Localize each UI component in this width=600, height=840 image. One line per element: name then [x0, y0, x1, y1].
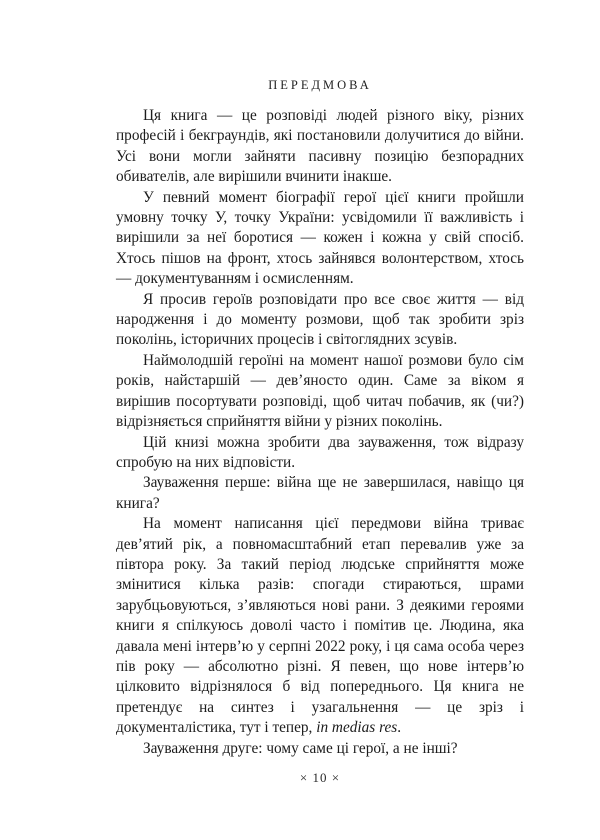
paragraph [116, 739, 524, 759]
page-content [116, 0, 524, 759]
text-segment: Зауваження перше: війна ще не завершилася, навіщо ця книга? [116, 474, 524, 512]
text-segment: На момент написання цієї передмови війна триває дев’ятий рік, а повномасштабний етап перевалив уже за півтора року. За такий період людське сприйняття може змінитися кілька разів: спогади стираються, шрами зарубцьовуються, з’являються нові рани. З деякими героями книги я спілкуюсь доволі часто і помітив це. Людина, яка давала мені інтерв’ю у серпні 2022 року, і ця сама особа через пів року — абсолютно різні. Я певен, що нове інтерв’ю цілковито відрізнялося б від попереднього. Ця книга не претендує на синтез і узагальнення — це зріз і документалістика, тут і тепер, [116, 515, 524, 737]
text-segment: У певний момент біографії герої цієї книги пройшли умовну точку У, точку України: усвідомили її важливість і вирішили за неї боротися — кожен і кожна у свій спосіб. Хтось пішов на фронт, хтось зайнявся волонтерством, хтось — документуванням і осмисленням. [116, 188, 524, 288]
paragraph [116, 188, 524, 290]
paragraph [116, 473, 524, 514]
text-segment: Я просив героїв розповідати про все своє життя — від народження і до моменту розмови, щоб так зробити зріз поколінь, історичних процесів і світоглядних зсувів. [116, 290, 524, 349]
text-segment: Наймолодшій героїні на момент нашої розмови було сім років, найстаршій — дев’яносто один. Саме за віком я вирішив посортувати розповіді, щоб читач побачив, як (чи?) відрізняється сприйняття війни у різних поколінь. [116, 351, 524, 431]
text-segment: Цій книзі можна зробити два зауваження, тож відразу спробую на них відповісти. [116, 433, 524, 471]
text-segment: . [397, 719, 402, 737]
chapter-title: ПЕРЕДМОВА [268, 78, 372, 92]
text-segment: Зауваження друге: чому саме ці герої, а не інші? [143, 739, 458, 757]
paragraph [116, 433, 524, 474]
paragraph [116, 106, 524, 188]
page-number: × 10 × [299, 770, 341, 785]
paragraph [116, 514, 524, 738]
paragraph [116, 290, 524, 351]
paragraphs [116, 106, 524, 759]
paragraph [116, 351, 524, 433]
italic-text: in medias res [316, 719, 398, 737]
text-segment: Ця книга — це розповіді людей різного віку, різних професій і бекграундів, які постановили долучитися до війни. Усі вони могли зайняти пасивну позицію безпорадних обивателів, але вирішили вчинити інакше. [116, 107, 524, 186]
